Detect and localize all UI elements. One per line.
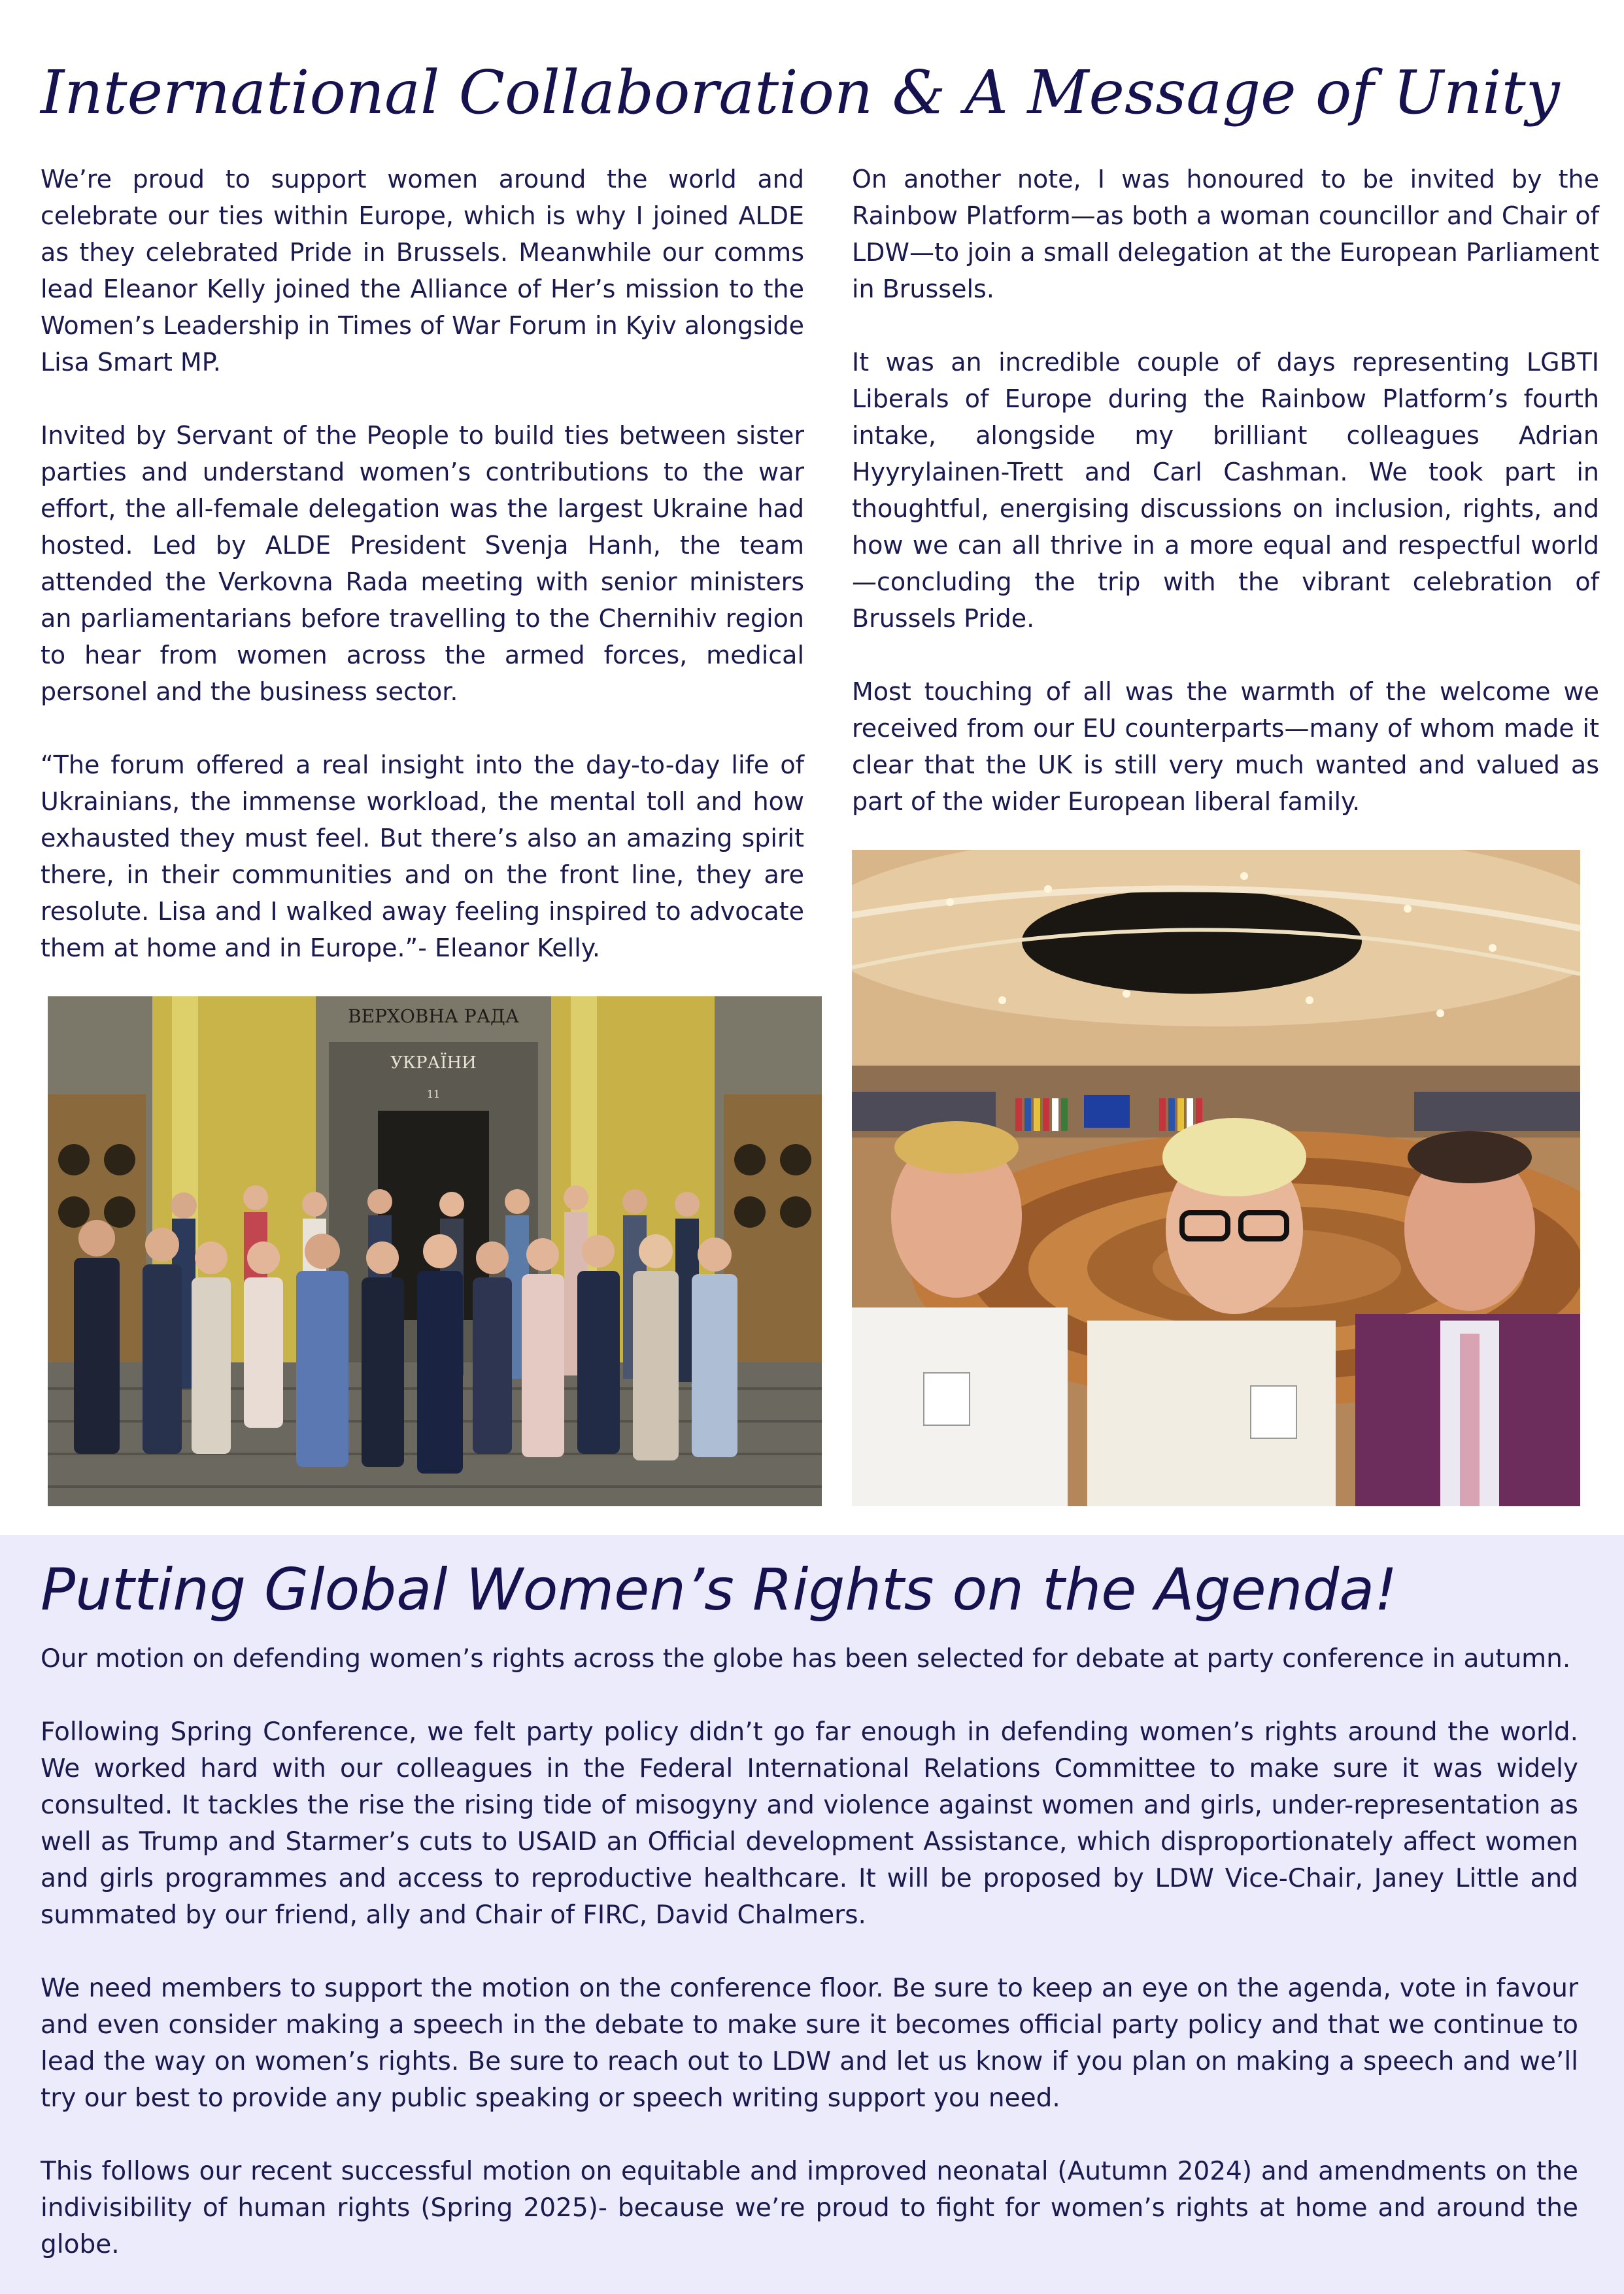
paragraph: Invited by Servant of the People to build ties between sister parties and understand women’s contributions to the war effort, the all-female delegation was the largest Ukraine had hosted. Led by ALDE President Svenja Hanh, the team attended the Verkovna Rada meeting with senior ministers an parliamentarians before travelling to the Chernihiv region to hear from women across the armed forces, medical personel and the business sector.: [41, 421, 804, 706]
section-title-global-womens-rights: Putting Global Women’s Rights on the Agenda!: [41, 1556, 1398, 1623]
section-title-international: International Collaboration & A Message of Unity: [41, 58, 1560, 127]
building-sign-line1: ВЕРХОВНА РАДА: [348, 1005, 519, 1027]
paragraph: It was an incredible couple of days representing LGBTI Liberals of Europe during the Rainbow Platform’s fourth intake, alongside my brilliant colleagues Adrian Hyyrylainen-Trett and Carl Cashman. We took part in thoughtful, energising discussions on inclusion, rights, and how we can all thrive in a more equal and respectful world—concluding the trip with the vibrant celebration of Brussels Pride.: [852, 348, 1599, 633]
paragraph: We need members to support the motion on the conference floor. Be sure to keep an eye on the agenda, vote in favour and even consider making a speech in the debate to make sure it becomes official party policy and that we continue to lead the way on women’s rights. Be sure to reach out to LDW and let us know if you plan on making a speech and we’ll try our best to provide any public speaking or speech writing support you need.: [41, 1974, 1578, 2113]
door-number: 11: [426, 1088, 441, 1100]
paragraph: Following Spring Conference, we felt party policy didn’t go far enough in defending women’s rights around the world. We worked hard with our colleagues in the Federal International Relations Committee to make sure it was widely consulted. It tackles the rise the rising tide of misogyny and violence against women and girls, under-representation as well as Trump and Starmer’s cuts to USAID an Official development Assistance, which disproportionately affect women and girls programmes and access to reproductive healthcare. It will be proposed by LDW Vice-Chair, Janey Little and summated by our friend, ally and Chair of FIRC, David Chalmers.: [41, 1717, 1578, 1930]
right-column: [852, 161, 1599, 820]
paragraph: We’re proud to support women around the world and celebrate our ties within Europe, which is why I joined ALDE as they celebrated Pride in Brussels. Meanwhile our comms lead Eleanor Kelly joined the Alliance of Her’s mission to the Women’s Leadership in Times of War Forum in Kyiv alongside Lisa Smart MP.: [41, 165, 804, 377]
paragraph: This follows our recent successful motion on equitable and improved neonatal (Autumn 2024) and amendments on the indivisibility of human rights (Spring 2025)- because we’re proud to fight for women’s rights at home and around the globe.: [41, 2157, 1578, 2259]
european-parliament-photo: [852, 850, 1580, 1506]
paragraph: Most touching of all was the warmth of the welcome we received from our EU counterparts—many of whom made it clear that the UK is still very much wanted and valued as part of the wider European liberal family.: [852, 677, 1599, 816]
paragraph: Our motion on defending women’s rights across the globe has been selected for debate at party conference in autumn.: [41, 1644, 1571, 1674]
quote-paragraph: “The forum offered a real insight into the day-to-day life of Ukrainians, the immense workload, the mental toll and how exhausted they must feel. But there’s also an amazing spirit there, in their communities and on the front line, they are resolute. Lisa and I walked away feeling inspired to advocate them at home and in Europe.”- Eleanor Kelly.: [41, 751, 804, 962]
paragraph: On another note, I was honoured to be invited by the Rainbow Platform—as both a woman councillor and Chair of LDW—to join a small delegation at the European Parliament in Brussels.: [852, 165, 1599, 303]
full-width-column: [41, 1641, 1578, 2263]
left-column: [41, 161, 804, 966]
kyiv-delegation-photo: [48, 996, 822, 1506]
building-sign-line2: УКРАЇНИ: [390, 1053, 477, 1073]
